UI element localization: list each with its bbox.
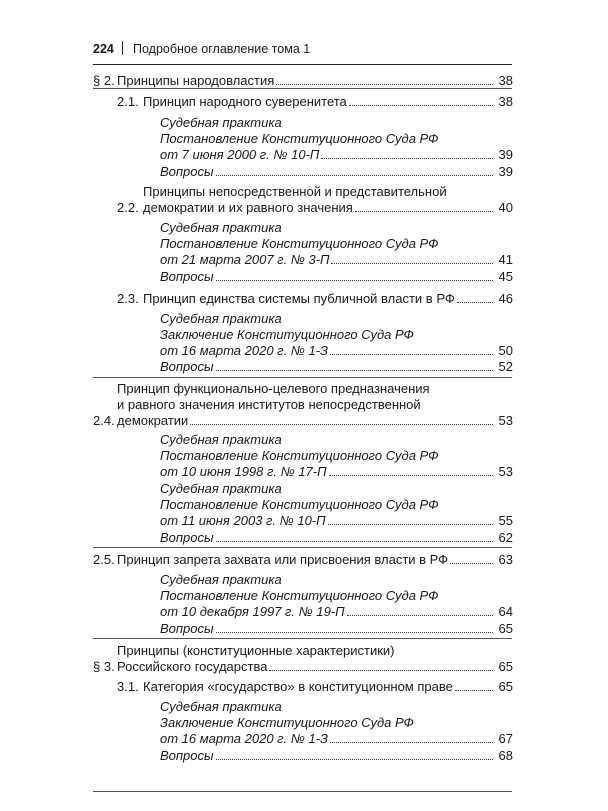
dot-leader xyxy=(457,302,493,303)
toc-entry-line: Постановление Конституционного Суда РФ xyxy=(160,497,439,512)
toc-entry-line: Постановление Конституционного Суда РФ xyxy=(160,448,439,463)
toc-entry xyxy=(160,269,513,285)
toc-entry-number: 2.2. xyxy=(117,200,139,215)
dot-leader xyxy=(331,263,493,264)
toc-entry xyxy=(117,291,513,307)
dot-leader xyxy=(328,524,493,525)
toc-entry xyxy=(160,311,513,359)
toc-entry xyxy=(93,552,513,568)
toc-entry-line: Принцип функционально-целевого предназначения xyxy=(117,381,430,396)
toc-entry-page: 65 xyxy=(498,621,513,636)
toc-entry-page: 68 xyxy=(498,748,513,763)
toc-entry-line: Постановление Конституционного Суда РФ xyxy=(160,236,439,251)
running-title: Подробное оглавление тома 1 xyxy=(133,42,311,56)
toc-entry-line: от 11 июня 2003 г. № 10-П xyxy=(160,513,326,528)
toc-entry-line: Вопросы xyxy=(160,359,214,374)
toc-entry-number: § 3. xyxy=(93,659,115,674)
toc-entry-page: 52 xyxy=(498,359,513,374)
toc-entry-number: 3.1. xyxy=(117,679,139,694)
section-rule xyxy=(93,638,512,639)
toc-entry-line: от 21 марта 2007 г. № 3-П xyxy=(160,252,330,267)
dot-leader xyxy=(321,158,493,159)
dot-leader xyxy=(450,563,493,564)
toc-entry xyxy=(160,572,513,620)
dot-leader xyxy=(216,759,493,760)
toc-entry-line: Принцип запрета захвата или присвоения власти в РФ xyxy=(117,552,449,567)
toc-entry-page: 67 xyxy=(498,731,513,746)
toc-entry-number: 2.4. xyxy=(93,413,115,428)
section-rule xyxy=(93,547,512,548)
toc-entry-page: 53 xyxy=(498,413,513,428)
toc-entry-page: 40 xyxy=(498,200,513,215)
toc-entry xyxy=(93,381,513,429)
toc-entry-line: Заключение Конституционного Суда РФ xyxy=(160,327,414,342)
toc-entry-page: 53 xyxy=(498,464,513,479)
toc-entry-line: Принцип единства системы публичной власти в РФ xyxy=(143,291,455,306)
toc-entry-page: 65 xyxy=(498,679,513,694)
toc-entry-page: 39 xyxy=(498,147,513,162)
dot-leader xyxy=(216,280,493,281)
toc-entry-page: 50 xyxy=(498,343,513,358)
dot-leader xyxy=(216,370,493,371)
toc-entry-line: Вопросы xyxy=(160,748,214,763)
toc-entry xyxy=(93,73,513,89)
toc-entry xyxy=(160,432,513,480)
toc-entry-line: демократии и их равного значения xyxy=(143,200,353,215)
toc-entry xyxy=(160,621,513,637)
toc-entry-line: и равного значения институтов непосредственной xyxy=(117,397,421,412)
toc-entry xyxy=(160,164,513,180)
dot-leader xyxy=(329,475,493,476)
dot-leader xyxy=(276,84,493,85)
dot-leader xyxy=(455,690,493,691)
toc-entry-line: Принципы непосредственной и представительной xyxy=(143,184,447,199)
toc-entry-line: Заключение Конституционного Суда РФ xyxy=(160,715,414,730)
section-rule xyxy=(93,377,512,378)
toc-entry-line: Постановление Конституционного Суда РФ xyxy=(160,131,439,146)
toc-entry-page: 38 xyxy=(498,73,513,88)
toc-entry-line: Вопросы xyxy=(160,164,214,179)
toc-entry-page: 38 xyxy=(498,94,513,109)
section-rule xyxy=(93,791,512,792)
dot-leader xyxy=(330,354,493,355)
toc-entry-page: 39 xyxy=(498,164,513,179)
section-rule xyxy=(93,88,512,89)
toc-entry xyxy=(160,481,513,529)
toc-entry-line: от 16 марта 2020 г. № 1-З xyxy=(160,343,329,358)
toc-entry-line: Принципы (конституционные характеристики) xyxy=(117,643,395,658)
dot-leader xyxy=(269,670,493,671)
dot-leader xyxy=(216,541,493,542)
toc-entry-line: Постановление Конституционного Суда РФ xyxy=(160,588,439,603)
toc-entry-page: 65 xyxy=(498,659,513,674)
toc-entry-line: Судебная практика xyxy=(160,115,282,130)
toc-entry-line: Судебная практика xyxy=(160,220,282,235)
toc-entry-line: Принцип народного суверенитета xyxy=(143,94,347,109)
toc-entry-line: Судебная практика xyxy=(160,311,282,326)
toc-entry-line: Вопросы xyxy=(160,530,214,545)
toc-entry xyxy=(160,115,513,163)
page-number: 224 xyxy=(93,42,114,56)
toc-entry-page: 63 xyxy=(498,552,513,567)
dot-leader xyxy=(347,615,493,616)
toc-entry-page: 55 xyxy=(498,513,513,528)
toc-entry-line: Российского государства xyxy=(117,659,268,674)
toc-entry-page: 45 xyxy=(498,269,513,284)
toc-entry xyxy=(93,643,513,675)
toc-entry-line: от 10 декабря 1997 г. № 19-П xyxy=(160,604,345,619)
toc-entry xyxy=(160,748,513,764)
toc-entry-line: от 10 июня 1998 г. № 17-П xyxy=(160,464,327,479)
toc-entry-page: 46 xyxy=(498,291,513,306)
toc-entry-line: Вопросы xyxy=(160,269,214,284)
dot-leader xyxy=(355,211,493,212)
dot-leader xyxy=(330,742,493,743)
dot-leader xyxy=(349,105,493,106)
toc-entry-line: Судебная практика xyxy=(160,572,282,587)
toc-entry xyxy=(160,359,513,375)
dot-leader xyxy=(216,175,493,176)
toc-entry-number: § 2. xyxy=(93,73,115,88)
toc-entry-line: Судебная практика xyxy=(160,481,282,496)
toc-entry-line: от 16 марта 2020 г. № 1-З xyxy=(160,731,329,746)
dot-leader xyxy=(190,424,493,425)
toc-entry-line: Категория «государство» в конституционном праве xyxy=(143,679,453,694)
toc-entry-number: 2.5. xyxy=(93,552,115,567)
toc-entry-page: 41 xyxy=(498,252,513,267)
toc-entry-page: 62 xyxy=(498,530,513,545)
toc-entry-line: Принципы народовластия xyxy=(117,73,275,88)
toc-entry-line: Вопросы xyxy=(160,621,214,636)
toc-entry xyxy=(160,699,513,747)
toc-entry xyxy=(117,94,513,110)
toc-entry xyxy=(160,220,513,268)
toc-entry-page: 64 xyxy=(498,604,513,619)
toc-entry-line: демократии xyxy=(117,413,189,428)
toc-entry-line: от 7 июня 2000 г. № 10-П xyxy=(160,147,320,162)
toc-entry xyxy=(160,530,513,546)
toc-entry xyxy=(117,679,513,695)
toc-entry-line: Судебная практика xyxy=(160,432,282,447)
dot-leader xyxy=(216,632,493,633)
toc-entry xyxy=(117,184,513,216)
toc-entry-number: 2.3. xyxy=(117,291,139,306)
toc-entry-line: Судебная практика xyxy=(160,699,282,714)
toc-entry-number: 2.1. xyxy=(117,94,139,109)
